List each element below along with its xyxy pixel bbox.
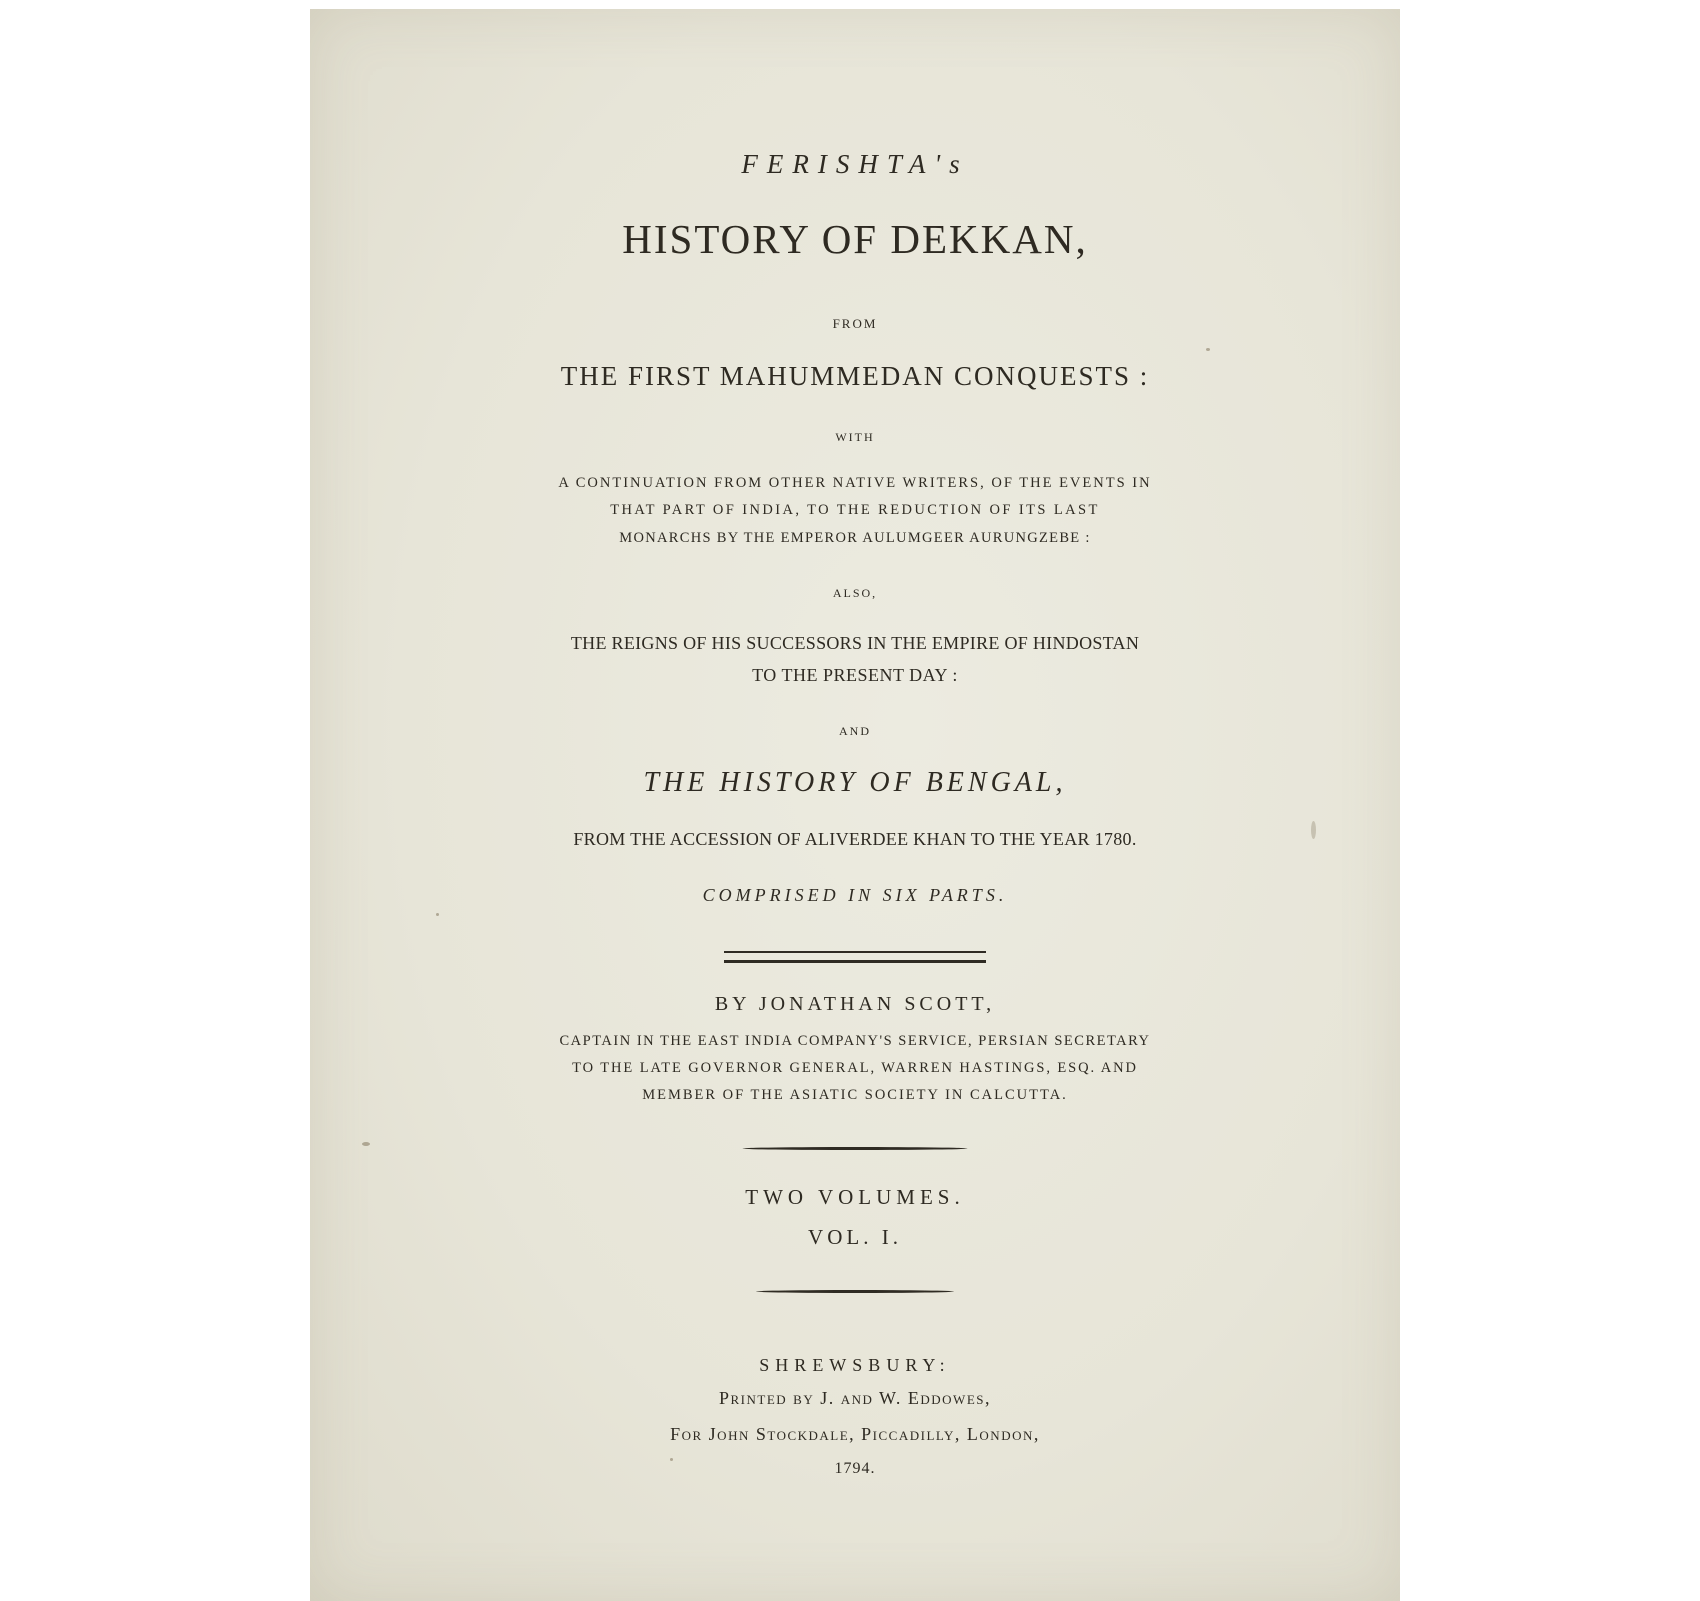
paper-speck	[436, 913, 439, 916]
credentials-line-2: TO THE LATE GOVERNOR GENERAL, WARREN HASTINGS, ESQ. AND	[572, 1060, 1138, 1076]
subtitle-conquests: THE FIRST MAHUMMEDAN CONQUESTS :	[560, 361, 1150, 391]
title-page	[310, 9, 1400, 1601]
publisher: For John Stockdale, Piccadilly, London,	[670, 1424, 1040, 1444]
year: 1794.	[834, 1460, 876, 1477]
six-parts: COMPRISED IN SIX PARTS.	[702, 885, 1008, 905]
paper-speck	[1206, 348, 1210, 351]
continuation-line-3: MONARCHS BY THE EMPEROR AULUMGEER AURUNGZEBE :	[619, 530, 1091, 546]
main-title: HISTORY OF DEKKAN,	[622, 216, 1088, 262]
continuation-line-1: A CONTINUATION FROM OTHER NATIVE WRITERS, OF THE EVENTS IN	[558, 475, 1152, 491]
from-word: FROM	[832, 316, 878, 331]
thin-rule-2	[756, 1290, 954, 1293]
place: SHREWSBURY:	[759, 1355, 951, 1375]
continuation-line-2: THAT PART OF INDIA, TO THE REDUCTION OF ITS LAST	[610, 502, 1100, 518]
with-word: WITH	[835, 430, 875, 444]
volume-number: VOL. I.	[808, 1225, 902, 1249]
credentials-line-3: MEMBER OF THE ASIATIC SOCIETY IN CALCUTTA.	[642, 1087, 1068, 1103]
bengal-title: THE HISTORY OF BENGAL,	[643, 767, 1067, 798]
reigns-line-1: THE REIGNS OF HIS SUCCESSORS IN THE EMPIRE OF HINDOSTAN	[570, 633, 1140, 653]
printer: Printed by J. and W. Eddowes,	[718, 1388, 991, 1408]
bengal-range: FROM THE ACCESSION OF ALIVERDEE KHAN TO THE YEAR 1780.	[573, 829, 1137, 849]
paper-speck	[1311, 821, 1316, 839]
thin-rule-1	[743, 1147, 968, 1150]
author-possessive: FERISHTA's	[741, 149, 969, 179]
by-line: BY JONATHAN SCOTT,	[714, 993, 996, 1015]
and-word: AND	[839, 724, 871, 738]
paper-speck	[670, 1458, 673, 1461]
credentials-line-1: CAPTAIN IN THE EAST INDIA COMPANY'S SERVICE, PERSIAN SECRETARY	[559, 1033, 1151, 1049]
reigns-line-2: TO THE PRESENT DAY :	[752, 665, 958, 685]
double-rule	[724, 951, 986, 963]
two-volumes: TWO VOLUMES.	[745, 1185, 965, 1209]
paper-speck	[362, 1142, 370, 1146]
also-word: ALSO,	[832, 586, 878, 600]
